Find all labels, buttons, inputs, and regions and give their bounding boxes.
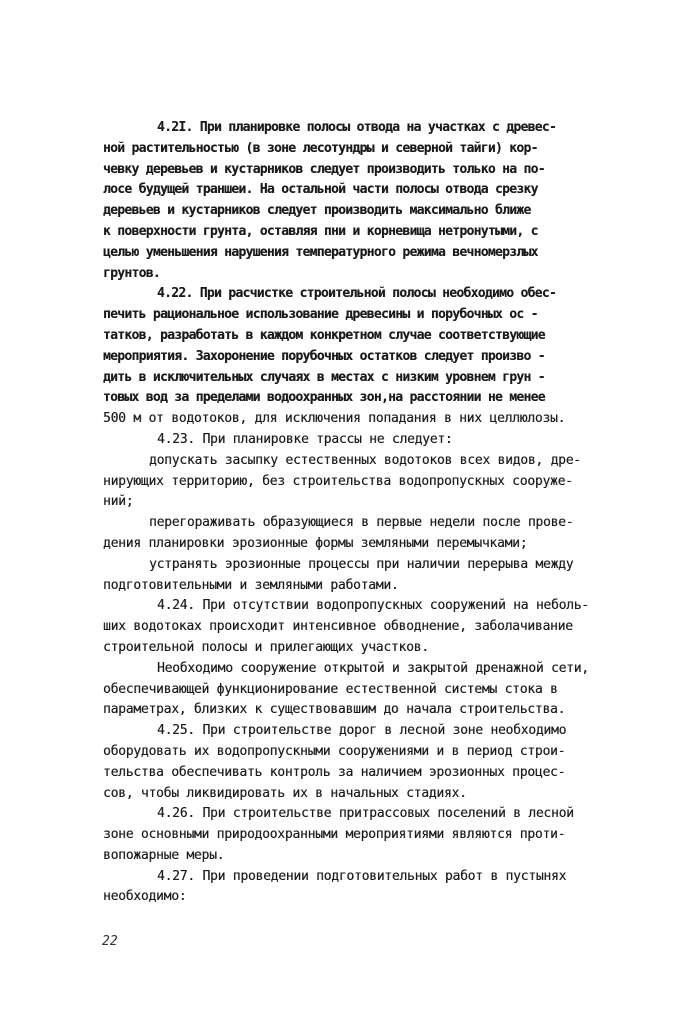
text-line: 4.27. При проведении подготовительных работ в пустынях	[157, 868, 567, 884]
text-line: сов, чтобы ликвидировать их в начальных стадиях.	[103, 785, 467, 801]
text-line: оборудовать их водопропускными сооружениями и в период строи-	[103, 743, 566, 759]
text-line: ний;	[103, 494, 134, 510]
text-line: обеспечивающей функционирование естественной системы стока в	[103, 681, 558, 697]
text-line: к поверхности грунта, оставляя пни и корневища нетронутыми, с	[103, 223, 538, 239]
text-line: тельства обеспечивать контроль за наличием эрозионных процес-	[103, 764, 566, 780]
text-line: 500 м от водотоков, для исключения попадания в них целлюлозы.	[103, 411, 566, 427]
page-number: 22	[102, 934, 118, 949]
text-line: 4.2I. При планировке полосы отвода на участках с древес-	[157, 120, 557, 135]
text-line: ших водотоках происходит интенсивное обводнение, заболачивание	[103, 619, 573, 635]
text-line: грунтов.	[103, 265, 161, 281]
text-line: устранять эрозионные процессы при наличии перерыва между	[149, 556, 574, 572]
text-line: печить рациональное использование древесины и порубочных ос -	[103, 307, 538, 323]
text-line: параметрах, близких к существовавшим до начала строительства.	[103, 702, 566, 718]
text-line: целью уменьшения нарушения температурного режима вечномерзлых	[103, 244, 538, 260]
text-line: товых вод за пределами водоохранных зон,на расстоянии не менее	[103, 390, 545, 406]
text-line: дения планировки эрозионные формы земляными перемычками;	[103, 535, 528, 551]
text-line: ной растительностью (в зоне лесотундры и северной тайги) кор-	[103, 140, 538, 156]
text-line: подготовительными и земляными работами.	[103, 577, 399, 593]
text-line: татков, разработать в каждом конкретном случае соответствующие	[103, 327, 545, 343]
text-line: перегораживать образующиеся в первые недели после прове-	[149, 515, 574, 531]
text-line: допускать засыпку естественных водотоков всех видов, дре-	[149, 452, 581, 468]
text-line: 4.23. При планировке трассы не следует:	[157, 431, 453, 447]
text-line: нирующих территорию, без строительства водопропускных сооруже-	[103, 473, 573, 489]
text-line: Необходимо сооружение открытой и закрытой дренажной сети,	[157, 660, 589, 676]
text-line: 4.24. При отсутствии водопропускных сооружений на неболь-	[157, 598, 589, 614]
text-line: зоне основными природоохранными мероприятиями являются проти-	[103, 827, 566, 843]
text-line: мероприятия. Захоронение порубочных остатков следует произво -	[103, 348, 545, 364]
text-line: необходимо:	[103, 889, 187, 905]
text-line: 4.25. При строительстве дорог в лесной зоне необходимо	[157, 723, 567, 739]
text-line: деревьев и кустарников следует производить максимально ближе	[103, 203, 531, 219]
text-line: строительной полосы и прилегающих участков.	[103, 639, 429, 655]
text-line: вопожарные меры.	[103, 847, 225, 863]
text-line: лосе будущей траншеи. На остальной части полосы отвода срезку	[103, 182, 538, 198]
text-line: 4.22. При расчистке строительной полосы необходимо обес-	[157, 286, 557, 302]
body-text	[103, 118, 643, 908]
text-line: чевку деревьев и кустарников следует производить только на по-	[103, 161, 545, 177]
text-line: дить в исключительных случаях в местах с низким уровнем грун -	[103, 369, 545, 385]
text-line: 4.26. При строительстве притрассовых поселений в лесной	[157, 806, 574, 822]
